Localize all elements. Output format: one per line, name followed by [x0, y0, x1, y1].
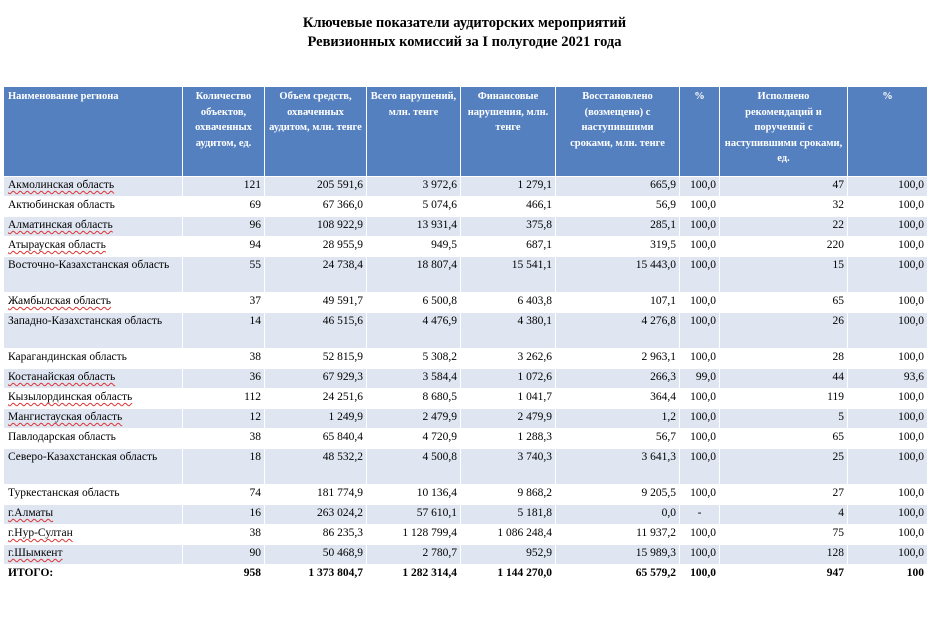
cell-total-violations: 13 931,4: [367, 217, 461, 237]
cell-region-name: [4, 525, 183, 545]
cell-recommendations-percent: 93,6: [848, 369, 928, 389]
cell-financial-violations: 3 740,3: [461, 449, 556, 485]
table-row: [4, 217, 928, 237]
cell-restored-percent: 100,0: [680, 349, 720, 369]
table-row: [4, 313, 928, 349]
cell-restored-amount: 2 963,1: [556, 349, 680, 369]
cell-recommendations-count: 27: [720, 485, 848, 505]
cell-restored-amount: 56,9: [556, 197, 680, 217]
cell-funds-volume: 52 815,9: [265, 349, 367, 369]
cell-recommendations-count: 47: [720, 177, 848, 197]
cell-financial-violations: 466,1: [461, 197, 556, 217]
cell-objects-count: 36: [183, 369, 265, 389]
header-financial-violations: Финансовые нарушения, млн. тенге: [461, 87, 556, 177]
cell-recommendations-count: 128: [720, 545, 848, 565]
cell-recommendations-percent: 100,0: [848, 449, 928, 485]
cell-total-violations: 2 780,7: [367, 545, 461, 565]
region-label: Восточно-Казахстанская область: [8, 259, 170, 271]
cell-funds-volume: 24 738,4: [265, 257, 367, 293]
cell-objects-count: 18: [183, 449, 265, 485]
cell-restored-percent: 100,0: [680, 429, 720, 449]
cell-recommendations-count: 65: [720, 429, 848, 449]
cell-financial-violations: 9 868,2: [461, 485, 556, 505]
region-label: г.Нур-Султан: [8, 527, 73, 539]
region-label: Северо-Казахстанская область: [8, 451, 158, 463]
total-row: [4, 565, 928, 585]
cell-financial-violations: 4 380,1: [461, 313, 556, 349]
cell-restored-percent: 100,0: [680, 257, 720, 293]
cell-restored-amount: 364,4: [556, 389, 680, 409]
cell-financial-violations: 1 086 248,4: [461, 525, 556, 545]
table-body: [4, 177, 928, 585]
cell-region-name: [4, 449, 183, 485]
cell-recommendations-count: 4: [720, 505, 848, 525]
cell-recommendations-count: 22: [720, 217, 848, 237]
cell-region-name: [4, 257, 183, 293]
document-title: [0, 14, 929, 52]
cell-funds-volume: 67 366,0: [265, 197, 367, 217]
cell-total-violations: 57 610,1: [367, 505, 461, 525]
cell-recommendations-count: 65: [720, 293, 848, 313]
table-row: [4, 545, 928, 565]
cell-total-violations: 18 807,4: [367, 257, 461, 293]
cell-recommendations-percent: 100,0: [848, 485, 928, 505]
region-label: Мангистауская область: [8, 411, 123, 423]
total-cell-funds-volume: 1 373 804,7: [265, 565, 367, 585]
total-cell-total-violations: 1 282 314,4: [367, 565, 461, 585]
cell-restored-percent: 100,0: [680, 525, 720, 545]
table-row: [4, 237, 928, 257]
cell-financial-violations: 6 403,8: [461, 293, 556, 313]
table-row: [4, 449, 928, 485]
region-label: Кызылординская область: [8, 391, 133, 403]
table-header: [4, 87, 928, 177]
cell-region-name: [4, 177, 183, 197]
cell-funds-volume: 24 251,6: [265, 389, 367, 409]
total-cell-recommendations-percent: 100: [848, 565, 928, 585]
header-total-violations: Всего нарушений, млн. тенге: [367, 87, 461, 177]
cell-recommendations-percent: 100,0: [848, 429, 928, 449]
cell-restored-percent: 100,0: [680, 313, 720, 349]
cell-objects-count: 37: [183, 293, 265, 313]
cell-restored-percent: -: [680, 505, 720, 525]
cell-objects-count: 38: [183, 429, 265, 449]
cell-objects-count: 38: [183, 349, 265, 369]
cell-objects-count: 69: [183, 197, 265, 217]
cell-total-violations: 4 720,9: [367, 429, 461, 449]
table-row: [4, 293, 928, 313]
cell-objects-count: 96: [183, 217, 265, 237]
cell-recommendations-percent: 100,0: [848, 389, 928, 409]
cell-total-violations: 4 476,9: [367, 313, 461, 349]
header-restored: Восстановлено (возмещено) с наступившими сроками, млн. тенге: [556, 87, 680, 177]
cell-recommendations-percent: 100,0: [848, 505, 928, 525]
cell-restored-percent: 100,0: [680, 485, 720, 505]
cell-recommendations-percent: 100,0: [848, 409, 928, 429]
cell-objects-count: 94: [183, 237, 265, 257]
cell-recommendations-percent: 100,0: [848, 525, 928, 545]
region-label: Жамбылская область: [8, 295, 112, 307]
cell-recommendations-percent: 100,0: [848, 197, 928, 217]
cell-financial-violations: 1 041,7: [461, 389, 556, 409]
cell-recommendations-percent: 100,0: [848, 177, 928, 197]
cell-recommendations-count: 44: [720, 369, 848, 389]
cell-recommendations-count: 75: [720, 525, 848, 545]
cell-restored-amount: 0,0: [556, 505, 680, 525]
cell-recommendations-percent: 100,0: [848, 257, 928, 293]
cell-recommendations-percent: 100,0: [848, 293, 928, 313]
cell-recommendations-count: 26: [720, 313, 848, 349]
total-cell-recommendations-count: 947: [720, 565, 848, 585]
cell-restored-amount: 665,9: [556, 177, 680, 197]
cell-funds-volume: 46 515,6: [265, 313, 367, 349]
header-recommendations: Исполнено рекомендаций и поручений с наступившими сроками, ед.: [720, 87, 848, 177]
cell-region-name: [4, 293, 183, 313]
cell-recommendations-percent: 100,0: [848, 217, 928, 237]
cell-financial-violations: 15 541,1: [461, 257, 556, 293]
cell-recommendations-count: 32: [720, 197, 848, 217]
title-line-2: Ревизионных комиссий за I полугодие 2021 года: [307, 34, 622, 50]
cell-funds-volume: 49 591,7: [265, 293, 367, 313]
cell-restored-amount: 107,1: [556, 293, 680, 313]
cell-region-name: [4, 217, 183, 237]
cell-restored-percent: 100,0: [680, 217, 720, 237]
header-region: Наименование региона: [4, 87, 183, 177]
cell-total-violations: 10 136,4: [367, 485, 461, 505]
cell-funds-volume: 65 840,4: [265, 429, 367, 449]
cell-funds-volume: 48 532,2: [265, 449, 367, 485]
cell-restored-percent: 100,0: [680, 197, 720, 217]
cell-recommendations-count: 15: [720, 257, 848, 293]
cell-funds-volume: 28 955,9: [265, 237, 367, 257]
cell-region-name: [4, 369, 183, 389]
cell-funds-volume: 1 249,9: [265, 409, 367, 429]
cell-total-violations: 949,5: [367, 237, 461, 257]
cell-total-violations: 6 500,8: [367, 293, 461, 313]
cell-restored-percent: 100,0: [680, 545, 720, 565]
table-row: [4, 349, 928, 369]
cell-financial-violations: 5 181,8: [461, 505, 556, 525]
cell-region-name: [4, 349, 183, 369]
cell-restored-amount: 15 443,0: [556, 257, 680, 293]
region-label: г.Шымкент: [8, 547, 63, 559]
region-label: Павлодарская область: [8, 431, 116, 443]
cell-objects-count: 112: [183, 389, 265, 409]
total-cell-financial-violations: 1 144 270,0: [461, 565, 556, 585]
cell-objects-count: 12: [183, 409, 265, 429]
cell-objects-count: 38: [183, 525, 265, 545]
cell-region-name: [4, 389, 183, 409]
table-row: [4, 257, 928, 293]
table-row: [4, 177, 928, 197]
cell-total-violations: 5 308,2: [367, 349, 461, 369]
header-objects-count: Количество объектов, охваченных аудитом, ед.: [183, 87, 265, 177]
table-row: [4, 369, 928, 389]
cell-total-violations: 5 074,6: [367, 197, 461, 217]
cell-financial-violations: 2 479,9: [461, 409, 556, 429]
cell-funds-volume: 108 922,9: [265, 217, 367, 237]
header-restored-percent: %: [680, 87, 720, 177]
header-funds-volume: Объем средств, охваченных аудитом, млн. тенге: [265, 87, 367, 177]
cell-financial-violations: 1 279,1: [461, 177, 556, 197]
cell-financial-violations: 1 072,6: [461, 369, 556, 389]
table-row: [4, 525, 928, 545]
cell-restored-percent: 100,0: [680, 449, 720, 485]
cell-objects-count: 55: [183, 257, 265, 293]
cell-region-name: [4, 237, 183, 257]
cell-region-name: [4, 505, 183, 525]
table-row: [4, 485, 928, 505]
cell-recommendations-count: 5: [720, 409, 848, 429]
cell-restored-amount: 15 989,3: [556, 545, 680, 565]
cell-total-violations: 1 128 799,4: [367, 525, 461, 545]
header-row: [4, 87, 928, 177]
cell-region-name: [4, 545, 183, 565]
cell-region-name: [4, 485, 183, 505]
total-cell-restored-amount: 65 579,2: [556, 565, 680, 585]
table-row: [4, 429, 928, 449]
cell-restored-percent: 100,0: [680, 293, 720, 313]
cell-restored-amount: 1,2: [556, 409, 680, 429]
cell-funds-volume: 67 929,3: [265, 369, 367, 389]
cell-financial-violations: 687,1: [461, 237, 556, 257]
cell-total-violations: 4 500,8: [367, 449, 461, 485]
cell-restored-amount: 9 205,5: [556, 485, 680, 505]
header-recommendations-percent: %: [848, 87, 928, 177]
cell-restored-percent: 99,0: [680, 369, 720, 389]
cell-financial-violations: 375,8: [461, 217, 556, 237]
total-cell-region-name: ИТОГО:: [4, 565, 183, 585]
table-row: [4, 389, 928, 409]
region-label: Туркестанская область: [8, 487, 120, 499]
cell-recommendations-percent: 100,0: [848, 313, 928, 349]
table-row: [4, 409, 928, 429]
region-label: Карагандинская область: [8, 351, 127, 363]
cell-restored-percent: 100,0: [680, 389, 720, 409]
title-line-1: Ключевые показатели аудиторских мероприятий: [302, 15, 627, 31]
cell-region-name: [4, 409, 183, 429]
cell-restored-percent: 100,0: [680, 177, 720, 197]
cell-restored-amount: 285,1: [556, 217, 680, 237]
cell-financial-violations: 952,9: [461, 545, 556, 565]
cell-financial-violations: 3 262,6: [461, 349, 556, 369]
cell-objects-count: 90: [183, 545, 265, 565]
cell-objects-count: 14: [183, 313, 265, 349]
region-label: г.Алматы: [8, 507, 54, 519]
cell-restored-amount: 266,3: [556, 369, 680, 389]
cell-financial-violations: 1 288,3: [461, 429, 556, 449]
region-label: Костанайская область: [8, 371, 116, 383]
cell-total-violations: 3 972,6: [367, 177, 461, 197]
cell-restored-amount: 319,5: [556, 237, 680, 257]
region-label: Западно-Казахстанская область: [8, 315, 163, 327]
cell-restored-percent: 100,0: [680, 409, 720, 429]
cell-objects-count: 74: [183, 485, 265, 505]
cell-restored-amount: 11 937,2: [556, 525, 680, 545]
cell-recommendations-percent: 100,0: [848, 349, 928, 369]
cell-region-name: [4, 197, 183, 217]
cell-recommendations-count: 25: [720, 449, 848, 485]
table-row: [4, 197, 928, 217]
cell-funds-volume: 181 774,9: [265, 485, 367, 505]
cell-funds-volume: 86 235,3: [265, 525, 367, 545]
region-label: Атырауская область: [8, 239, 106, 251]
table-row: [4, 505, 928, 525]
cell-region-name: [4, 429, 183, 449]
indicators-table: [3, 86, 928, 585]
cell-restored-percent: 100,0: [680, 237, 720, 257]
cell-total-violations: 8 680,5: [367, 389, 461, 409]
region-label: Алматинская область: [8, 219, 113, 231]
region-label: Акмолинская область: [8, 179, 115, 191]
cell-recommendations-count: 119: [720, 389, 848, 409]
total-cell-restored-percent: 100,0: [680, 565, 720, 585]
cell-recommendations-percent: 100,0: [848, 545, 928, 565]
cell-restored-amount: 4 276,8: [556, 313, 680, 349]
cell-funds-volume: 50 468,9: [265, 545, 367, 565]
cell-funds-volume: 263 024,2: [265, 505, 367, 525]
cell-recommendations-count: 28: [720, 349, 848, 369]
cell-objects-count: 16: [183, 505, 265, 525]
cell-region-name: [4, 313, 183, 349]
cell-recommendations-count: 220: [720, 237, 848, 257]
region-label: Актюбинская область: [8, 199, 115, 211]
cell-recommendations-percent: 100,0: [848, 237, 928, 257]
cell-restored-amount: 56,7: [556, 429, 680, 449]
cell-objects-count: 121: [183, 177, 265, 197]
cell-total-violations: 3 584,4: [367, 369, 461, 389]
cell-total-violations: 2 479,9: [367, 409, 461, 429]
total-cell-objects-count: 958: [183, 565, 265, 585]
cell-funds-volume: 205 591,6: [265, 177, 367, 197]
cell-restored-amount: 3 641,3: [556, 449, 680, 485]
